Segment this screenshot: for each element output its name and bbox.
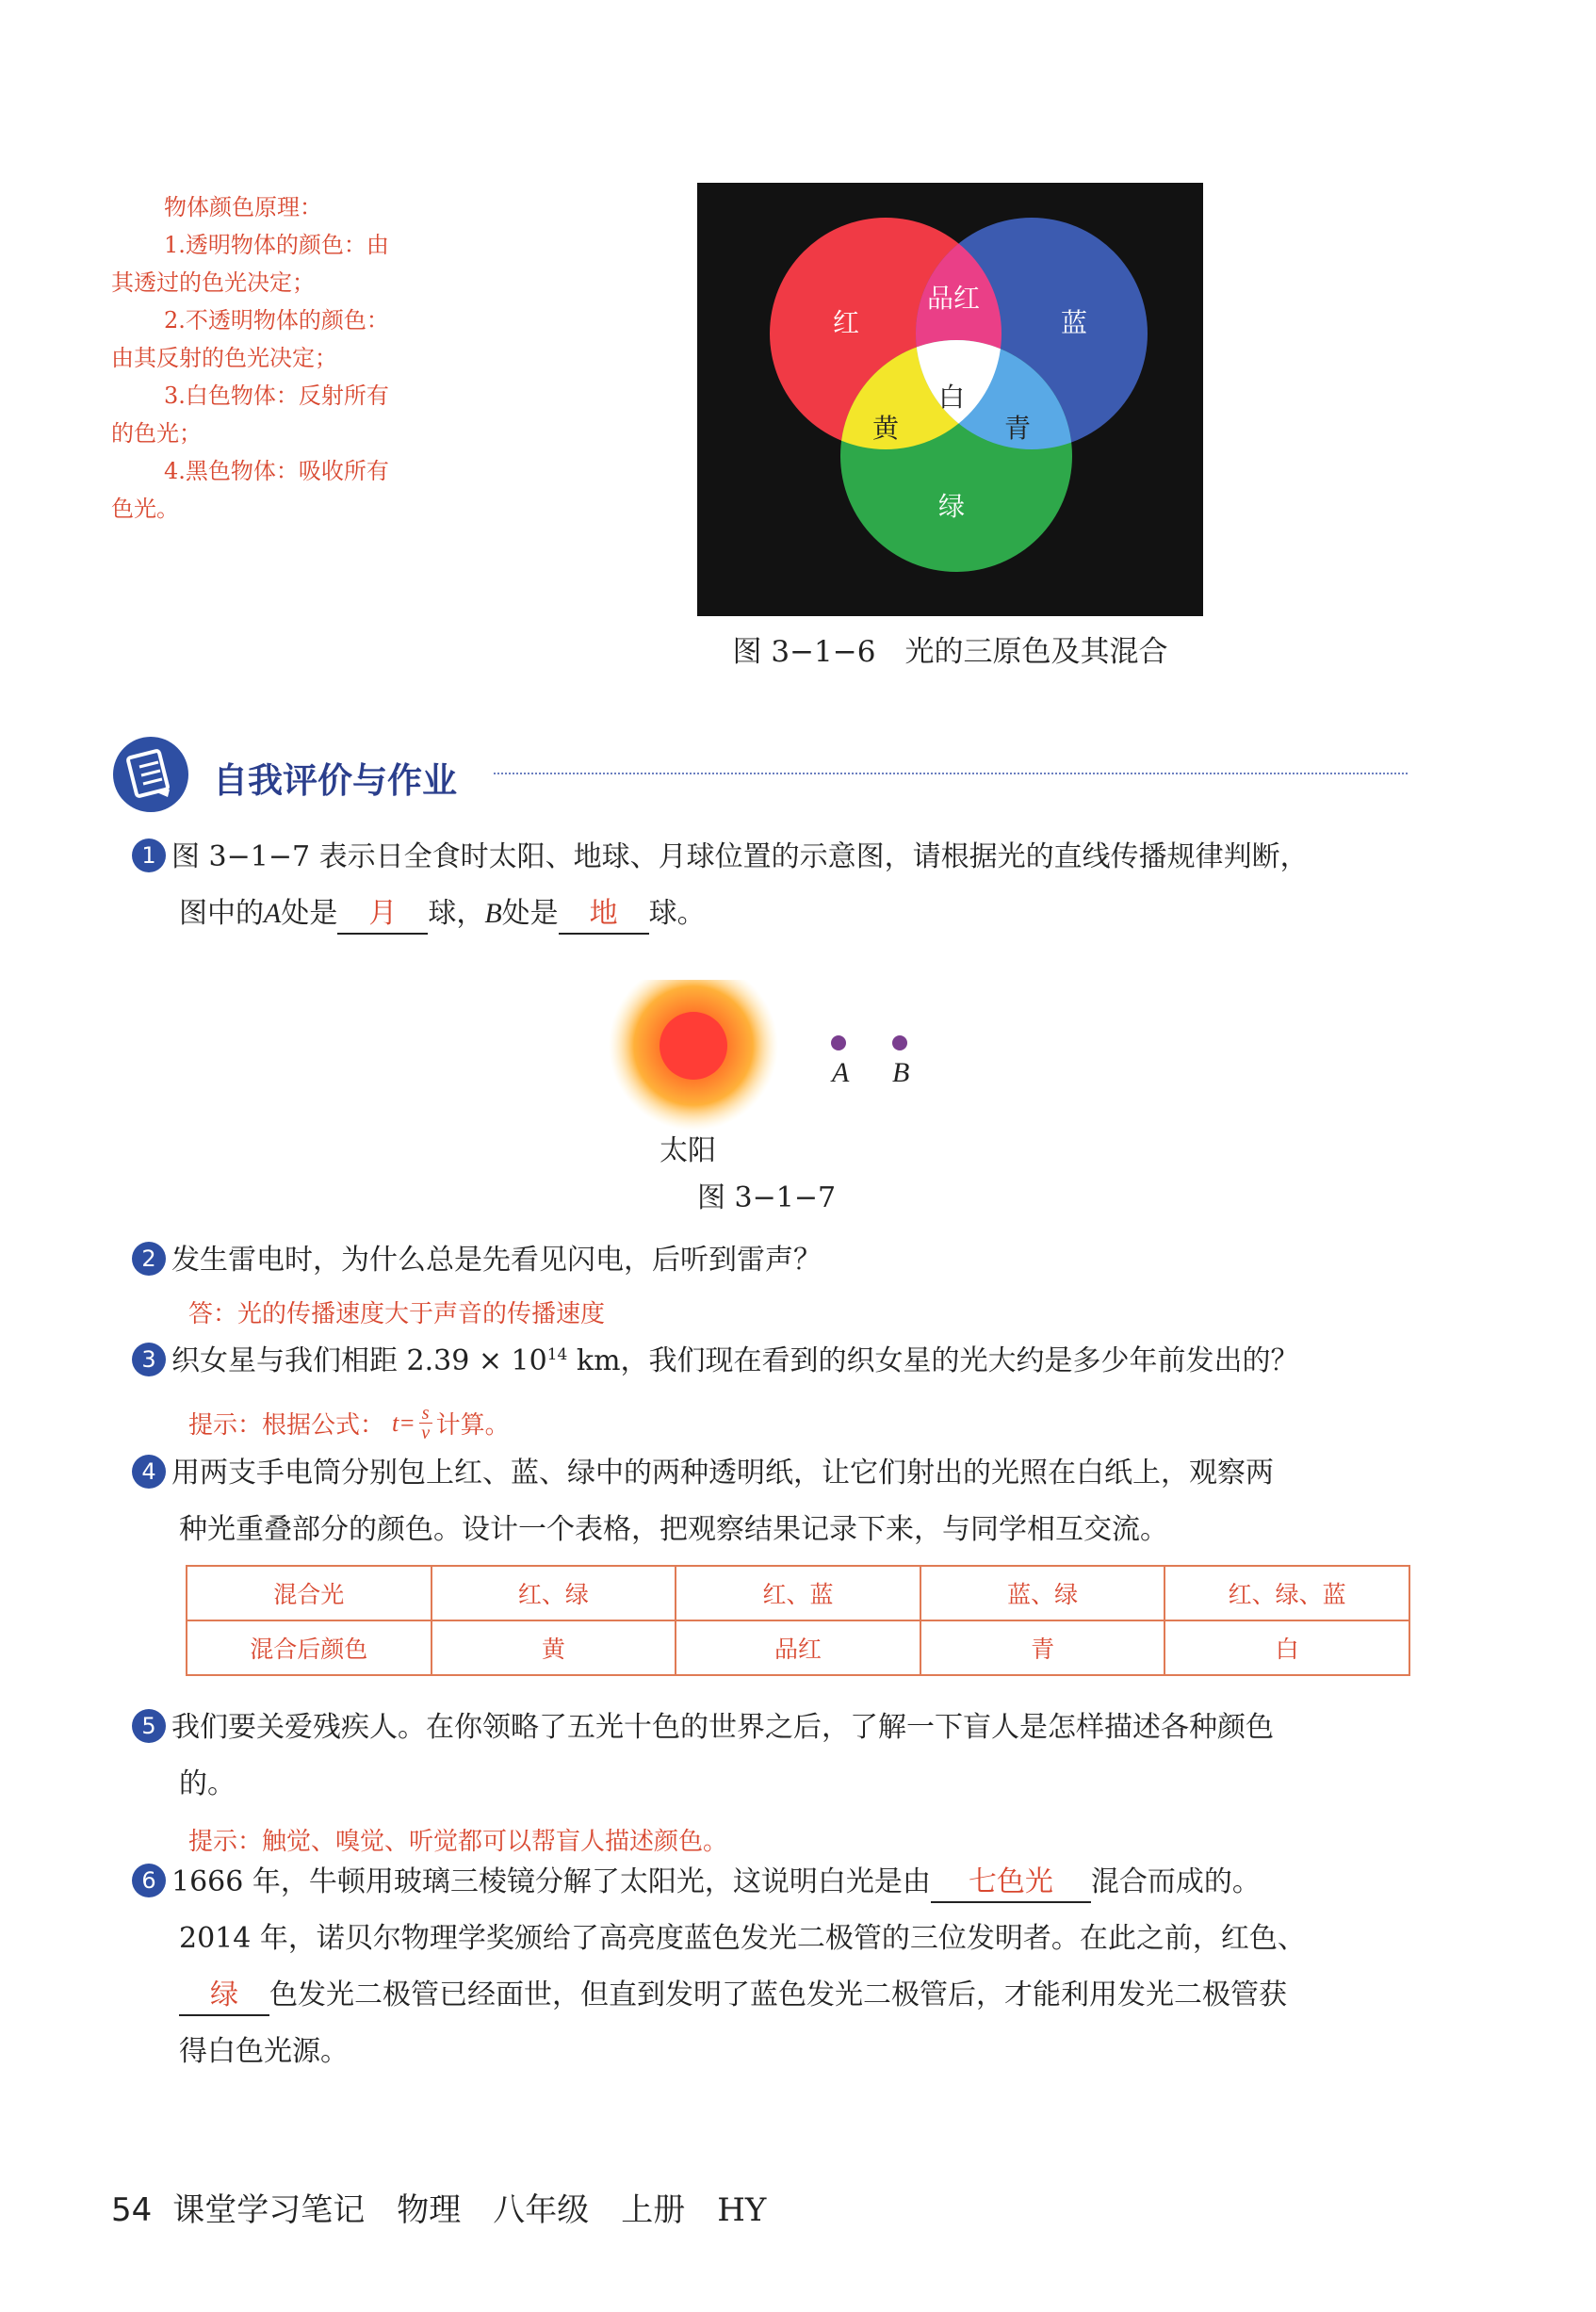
question-text: 球， <box>428 897 485 930</box>
note-line: 的色光； <box>111 420 202 447</box>
question-3 <box>132 1327 1413 1390</box>
point-b-label: B <box>892 1057 910 1088</box>
figure-caption: 图 3−1−7 <box>697 1181 837 1214</box>
answer-text: 答：光的传播速度大于声音的传播速度 <box>188 1300 606 1328</box>
question-5 <box>132 1700 1413 1813</box>
question-number: 4 <box>132 1455 166 1489</box>
var-b: B <box>484 898 502 929</box>
table-cell: 红、绿、蓝 <box>1164 1566 1409 1620</box>
rgb-mixing-figure <box>697 183 1203 616</box>
table-cell: 混合光 <box>187 1566 432 1620</box>
question-2 <box>132 1232 1413 1289</box>
book-title: 课堂学习笔记 物理 八年级 上册 HY <box>172 2191 767 2229</box>
page-number: 54 <box>111 2191 153 2229</box>
question-text: 2014 年，诺贝尔物理学奖颁给了高亮度蓝色发光二极管的三位发明者。在此之前，红色、 <box>179 1922 1306 1955</box>
answer-blank[interactable]: 月 <box>337 895 428 935</box>
page-footer <box>111 2184 766 2230</box>
label-blue: 蓝 <box>1060 307 1088 338</box>
answer-blank[interactable]: 绿 <box>179 1977 269 2016</box>
question-text: 我们要关爱残疾人。在你领略了五光十色的世界之后，了解一下盲人是怎样描述各种颜色 <box>171 1711 1274 1744</box>
question-text: 的。 <box>179 1767 236 1800</box>
table-cell: 青 <box>920 1620 1165 1675</box>
table-row <box>187 1566 1409 1620</box>
question-text: 用两支手电筒分别包上红、蓝、绿中的两种透明纸，让它们射出的光照在白纸上，观察两 <box>171 1457 1274 1490</box>
answer-blank[interactable]: 地 <box>559 895 649 935</box>
rgb-circles <box>697 183 1203 616</box>
eclipse-figure <box>603 980 942 1168</box>
note-line: 1.透明物体的颜色：由 <box>164 232 389 258</box>
note-line: 由其反射的色光决定； <box>111 345 337 371</box>
question-text: 发生雷电时，为什么总是先看见闪电，后听到雷声？ <box>171 1244 822 1277</box>
hint-label: 提示：根据公式： <box>188 1411 385 1440</box>
exponent: 14 <box>546 1345 568 1364</box>
question-number: 2 <box>132 1242 166 1276</box>
point-b-dot <box>892 1035 907 1050</box>
point-a-dot <box>831 1035 846 1050</box>
observation-table <box>186 1565 1410 1676</box>
question-text: 织女星与我们相距 2.39 × 10 <box>171 1344 547 1377</box>
label-cyan: 青 <box>1003 413 1032 444</box>
fraction-numerator: s <box>419 1404 432 1424</box>
hint-text: 提示：触觉、嗅觉、听觉都可以帮盲人描述颜色。 <box>188 1828 728 1856</box>
question-text: 得白色光源。 <box>179 2035 349 2068</box>
note-line: 3.白色物体：反射所有 <box>164 383 389 409</box>
label-white: 白 <box>937 382 966 413</box>
section-title: 自我评价与作业 <box>213 760 457 801</box>
table-cell: 白 <box>1164 1620 1409 1675</box>
label-yellow: 黄 <box>871 413 900 444</box>
table-cell: 蓝、绿 <box>920 1566 1165 1620</box>
question-text: 处是 <box>501 897 559 930</box>
question-number: 3 <box>132 1343 166 1376</box>
note-line: 色光。 <box>111 496 179 522</box>
section-divider <box>494 773 1408 774</box>
question-text: 混合而成的。 <box>1090 1865 1261 1898</box>
question-text: 色发光二极管已经面世，但直到发明了蓝色发光二极管后，才能利用发光二极管获 <box>269 1978 1287 2011</box>
note-line: 4.黑色物体：吸收所有 <box>164 458 389 484</box>
table-cell: 红、蓝 <box>676 1566 920 1620</box>
notebook-icon <box>111 735 190 814</box>
question-text: 1666 年，牛顿用玻璃三棱镜分解了太阳光，这说明白光是由 <box>171 1865 931 1898</box>
label-red: 红 <box>832 307 860 338</box>
note-line: 2.不透明物体的颜色： <box>164 307 389 334</box>
question-number: 5 <box>132 1709 166 1743</box>
question-text: 图 3−1−7 表示日全食时太阳、地球、月球位置的示意图，请根据光的直线传播规律判断， <box>171 840 1309 873</box>
question-6 <box>132 1854 1413 2080</box>
question-number: 6 <box>132 1864 166 1897</box>
hint-text <box>188 1404 510 1442</box>
question-number: 1 <box>132 839 166 872</box>
note-line: 物体颜色原理： <box>164 194 322 220</box>
question-text: 图中的 <box>179 897 264 930</box>
note-line: 其透过的色光决定； <box>111 269 315 296</box>
answer-blank[interactable]: 七色光 <box>931 1864 1091 1903</box>
fraction <box>419 1404 432 1442</box>
question-text: 处是 <box>281 897 338 930</box>
table-cell: 品红 <box>676 1620 920 1675</box>
question-4 <box>132 1445 1413 1558</box>
point-a-label: A <box>832 1057 850 1088</box>
figure-caption: 图 3−1−6 光的三原色及其混合 <box>732 635 1168 669</box>
question-text: km，我们现在看到的织女星的光大约是多少年前发出的？ <box>567 1344 1299 1377</box>
sun <box>660 1012 727 1080</box>
label-magenta: 品红 <box>926 283 981 314</box>
sun-label: 太阳 <box>660 1134 716 1167</box>
table-row <box>187 1620 1409 1675</box>
fraction-denominator: v <box>421 1423 431 1443</box>
label-green: 绿 <box>937 491 966 522</box>
margin-note <box>111 188 469 528</box>
hint-tail: 计算。 <box>435 1411 510 1440</box>
var-a: A <box>264 898 282 929</box>
question-text: 球。 <box>648 897 706 930</box>
table-cell: 黄 <box>432 1620 676 1675</box>
formula-t: t= <box>392 1408 415 1437</box>
table-cell: 红、绿 <box>432 1566 676 1620</box>
question-text: 种光重叠部分的颜色。设计一个表格，把观察结果记录下来，与同学相互交流。 <box>179 1513 1168 1546</box>
question-1 <box>132 829 1413 942</box>
table-cell: 混合后颜色 <box>187 1620 432 1675</box>
